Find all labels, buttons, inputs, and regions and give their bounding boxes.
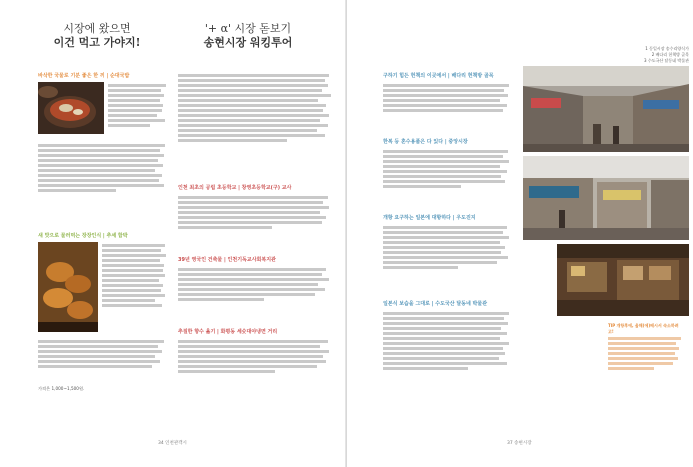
fried-chicken-photo [38, 242, 98, 332]
soondae-text [38, 142, 168, 226]
chicken-text-right [102, 242, 168, 334]
legend-item-3: 3 수도국산 달동네 박물관 [644, 58, 689, 63]
section-heading-welfare: 39년 영국인 건축물 | 인천기독교사회복지관 [178, 257, 276, 263]
left-title [42, 22, 152, 50]
section-heading-school: 인천 최초의 공립 초등학교 | 창영초등학교(구) 교사 [178, 185, 292, 191]
market-alley-photo [523, 66, 689, 152]
section-heading-chicken: 새 맛으로 물러먹는 장장인식 | 추세 함박 [38, 233, 128, 239]
section-heading-bookstreet: 구하기 힘든 헌책의 이곳에서 | 배다리 헌책방 골목 [383, 73, 494, 79]
soondae-text-right [108, 82, 168, 144]
welfare-text [178, 266, 334, 322]
udojinji-text [383, 224, 513, 292]
left-page [0, 0, 346, 467]
museum-text [383, 310, 513, 402]
soup-photo [38, 82, 104, 134]
photo-legend [613, 46, 689, 64]
section-heading-udojinji: 개항 요구하는 일본에 대항하다 | 우도진지 [383, 215, 476, 221]
section-heading-central-market: 한복 등 혼수용품은 다 있다 | 중앙시장 [383, 139, 468, 145]
section-heading-naengmyeon: 추질한 향수 옮기 | 화평동 세숫대야냉면 거리 [178, 329, 278, 335]
legend-item-2: 2 배다리 헌책방 골목 [651, 52, 689, 57]
school-text [178, 194, 334, 250]
museum-photo [557, 244, 689, 316]
central-market-text [383, 148, 513, 210]
middle-title-line2: 송현시장 워킹투어 [203, 36, 293, 49]
chicken-text [38, 338, 168, 386]
bookstreet-text [383, 82, 513, 134]
section-heading-museum: 일본식 보습을 그대로 | 수도국산 달동네 박물관 [383, 301, 488, 307]
tip-box [608, 323, 684, 385]
middle-title [188, 22, 308, 50]
right-page-number: 37 송현시장 [507, 441, 532, 446]
naengmyeon-text [178, 338, 334, 394]
tip-text: TIP 개항후에, 올해(에)배시서 숙소하려고! [608, 323, 679, 334]
price-note: 가격은 1,000~1,500원. [38, 386, 85, 391]
walking-tour-intro [178, 72, 334, 180]
left-title-line1: 시장에 왔으면 [63, 22, 131, 35]
right-page [347, 0, 693, 467]
left-page-number: 34 인천관객시 [158, 441, 187, 446]
left-title-line2: 이건 먹고 가야지! [53, 36, 141, 49]
legend-item-1: 1 동일시장 송수리양식가 [645, 46, 689, 51]
middle-title-line1: '+ α' 시장 돋보기 [204, 22, 292, 35]
section-heading-soondae: 바삭한 국물로 기분 좋은 한 끼 | 순대국밥 [38, 73, 130, 79]
bookstreet-photo [523, 156, 689, 240]
tip-body [608, 335, 684, 385]
